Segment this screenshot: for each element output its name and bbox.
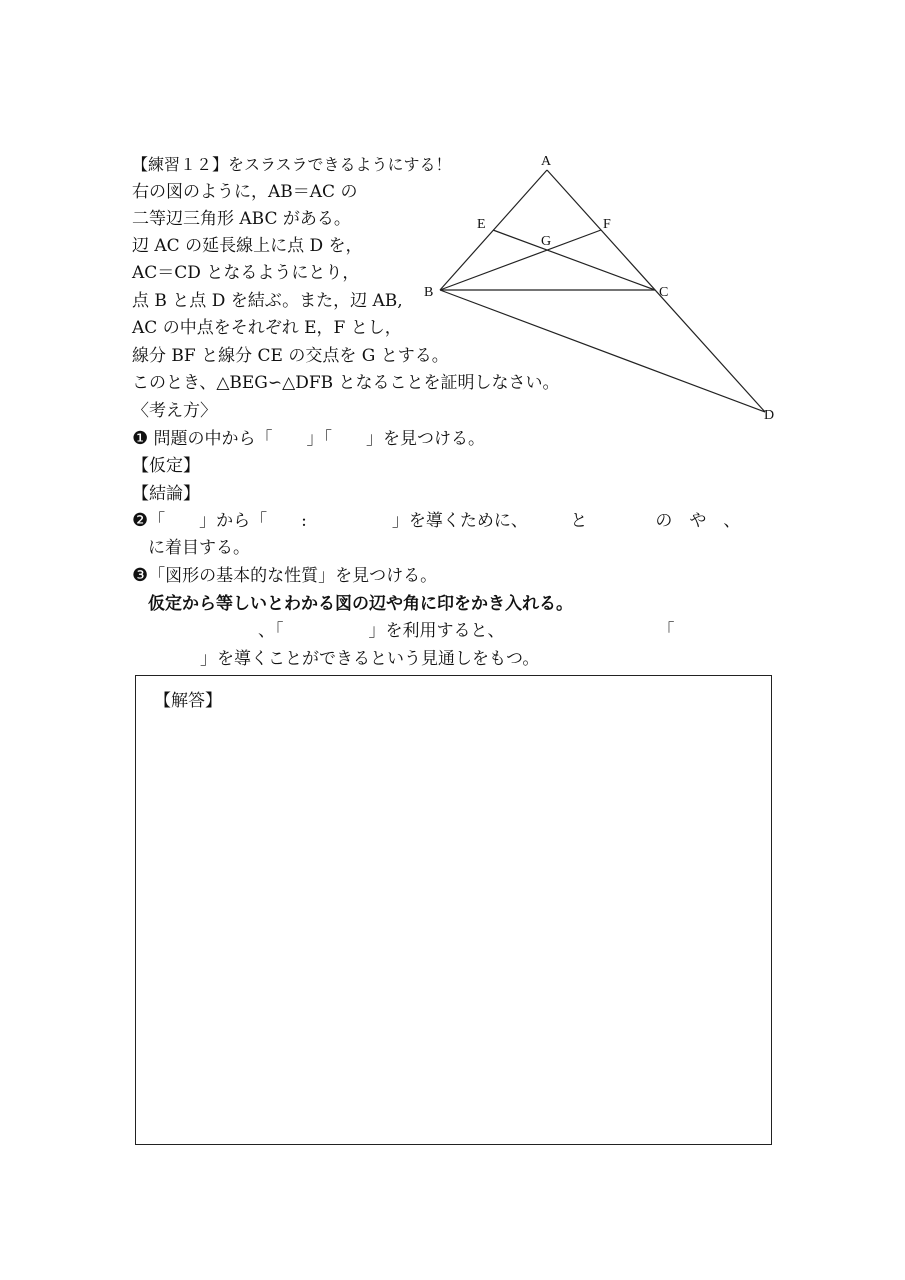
step3-marker: ❸ (132, 565, 149, 586)
step3-bold-instruction: 仮定から等しいとわかる図の辺や角に印をかき入れる。 (148, 594, 573, 614)
step2-text: 「 」から「 : 」を導くために、 と の や 、 (148, 511, 741, 531)
step3-line-2: 、「 」を利用すると、 「 (258, 621, 675, 641)
step3-line-3: 」を導くことができるという見通しをもつ。 (200, 649, 540, 669)
segment-CE (493, 230, 655, 290)
step2-marker: ❷ (132, 510, 149, 531)
problem-line-3: 辺 AC の延長線上に点 D を， (132, 236, 363, 256)
label-B: B (424, 285, 434, 300)
assumption-label: 【仮定】 (132, 456, 200, 476)
answer-box[interactable] (135, 675, 772, 1145)
problem-title: 【練習１２】をスラスラできるようにする！ (132, 155, 452, 174)
step2-continuation: に着目する。 (148, 538, 250, 558)
step1-marker: ❶ (132, 428, 149, 449)
problem-line-8: このとき、△BEG∽△DFB となることを証明しなさい。 (132, 373, 560, 393)
label-G: G (541, 234, 552, 249)
problem-line-5: 点 B と点 D を結ぶ。また，辺 AB, (132, 291, 403, 311)
segment-BD (440, 290, 765, 412)
problem-line-4: AC＝CD となるようにとり， (132, 263, 360, 283)
label-C: C (659, 285, 669, 300)
step1-text: 問題の中から「 」「 」を見つける。 (148, 429, 486, 449)
step2-line (132, 510, 740, 532)
answer-label: 【解答】 (154, 691, 222, 711)
problem-line-6: AC の中点をそれぞれ E，F とし， (132, 318, 402, 338)
segment-BF (440, 230, 601, 290)
conclusion-label: 【結論】 (132, 484, 200, 504)
problem-line-2: 二等辺三角形 ABC がある。 (132, 209, 351, 229)
step1-line (132, 428, 485, 450)
step3-text: 「図形の基本的な性質」を見つける。 (148, 566, 438, 586)
guide-heading: 〈考え方〉 (132, 401, 217, 421)
problem-line-1: 右の図のように，AB＝AC の (132, 182, 358, 202)
label-E: E (477, 217, 486, 232)
segment-AD (547, 170, 765, 412)
geometry-figure (415, 148, 785, 428)
step3-line (132, 565, 437, 587)
problem-line-7: 線分 BF と線分 CE の交点を G とする。 (132, 346, 449, 366)
label-A: A (541, 154, 552, 169)
label-D: D (764, 408, 775, 423)
label-F: F (603, 217, 611, 232)
